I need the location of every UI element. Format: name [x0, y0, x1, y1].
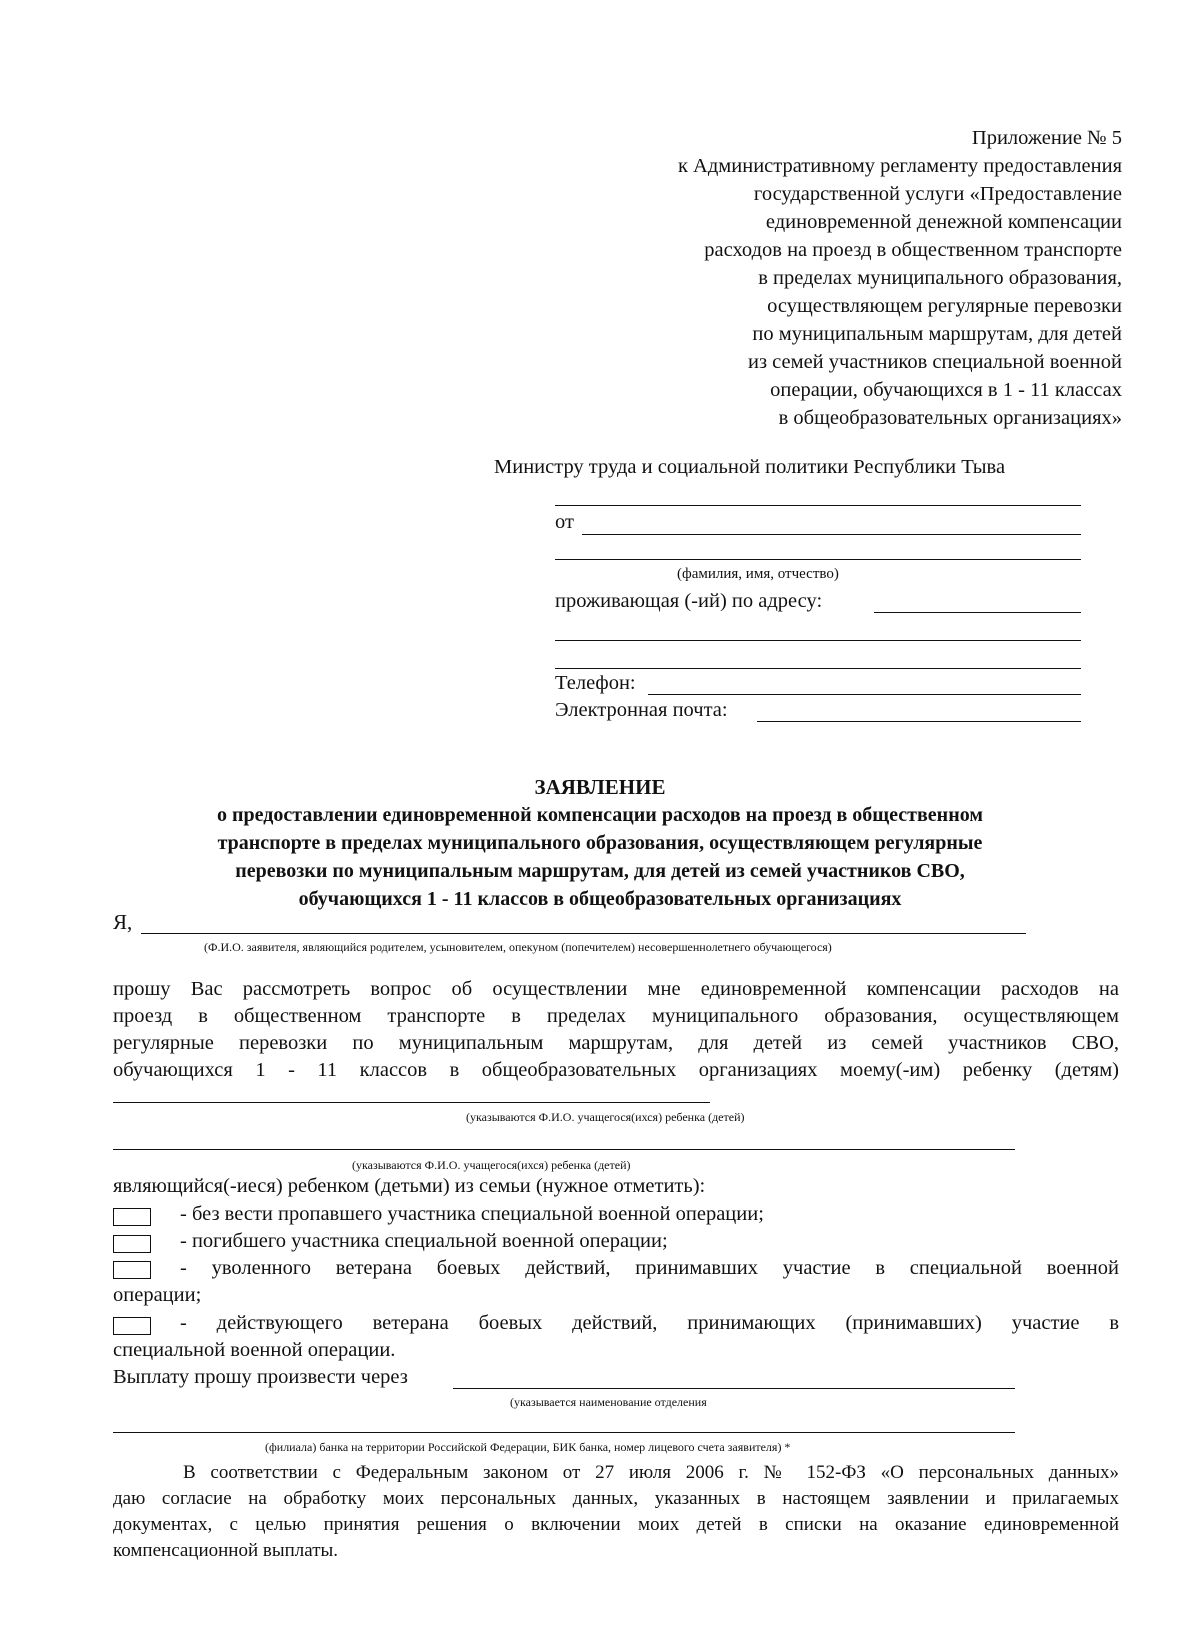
from-field[interactable]: [582, 534, 1081, 535]
child-name-caption: (указываются Ф.И.О. учащегося(ихся) ребенка (детей): [466, 1110, 745, 1124]
address-field[interactable]: [874, 612, 1081, 613]
appendix-line: единовременной денежной компенсации: [765, 211, 1122, 233]
appendix-line: расходов на проезд в общественном транспорте: [704, 239, 1122, 261]
payment-label: Выплату прошу произвести через: [113, 1366, 408, 1388]
fio-field[interactable]: [555, 559, 1081, 560]
title-line: транспорте в пределах муниципального образования, осуществляющем регулярные: [217, 832, 983, 854]
child-name-field[interactable]: [113, 1102, 710, 1103]
phone-field[interactable]: [648, 694, 1081, 695]
appendix-line: осуществляющем регулярные перевозки: [767, 295, 1122, 317]
fio-caption: (фамилия, имя, отчество): [677, 566, 839, 582]
document-title: ЗАЯВЛЕНИЕ: [534, 775, 666, 799]
request-paragraph: [113, 976, 1119, 1084]
addressee: Министру труда и социальной политики Республики Тыва: [494, 456, 1006, 478]
appendix-line: из семей участников специальной военной: [747, 351, 1122, 373]
title-line: о предоставлении единовременной компенсации расходов на проезд в общественном: [217, 804, 983, 826]
option-label-cont: специальной военной операции.: [113, 1339, 396, 1361]
option-label: - действующего ветерана боевых действий, принимающих (принимавших) участие в: [180, 1312, 1119, 1334]
title-line: обучающихся 1 - 11 классов в общеобразовательных организациях: [298, 888, 902, 910]
consent-paragraph: [113, 1460, 1119, 1564]
consent-line: даю согласие на обработку моих персональных данных, указанных в настоящем заявлении и прилагаемых: [113, 1488, 1119, 1509]
payment-field[interactable]: [453, 1388, 1015, 1389]
option-checkbox[interactable]: [113, 1235, 151, 1253]
request-line: проезд в общественном транспорте в пределах муниципального образования, осуществляющем: [113, 1005, 1119, 1027]
address-label: проживающая (-ий) по адресу:: [555, 590, 823, 612]
payment-caption: (указывается наименование отделения: [510, 1395, 707, 1409]
appendix-line: в пределах муниципального образования,: [758, 267, 1122, 289]
i-label: Я,: [113, 910, 133, 934]
child-name-caption-2: (указываются Ф.И.О. учащегося(ихся) ребенка (детей): [352, 1158, 631, 1172]
appendix-line: операции, обучающихся в 1 - 11 классах: [770, 379, 1122, 401]
title-line: перевозки по муниципальным маршрутам, для детей из семей участников СВО,: [235, 860, 965, 882]
appendix-line: по муниципальным маршрутам, для детей: [752, 323, 1122, 345]
address-field-3[interactable]: [555, 668, 1081, 669]
email-label: Электронная почта:: [555, 699, 728, 721]
consent-line: документах, с целью принятия решения о включении моих детей в списки на оказание единовременной: [113, 1514, 1119, 1535]
applicant-name-field[interactable]: [141, 933, 1026, 934]
email-field[interactable]: [757, 721, 1081, 722]
appendix-line: к Административному регламенту предоставления: [677, 155, 1122, 177]
payment-field-2[interactable]: [113, 1432, 1015, 1433]
option-label: - уволенного ветерана боевых действий, принимавших участие в специальной военной: [180, 1257, 1119, 1279]
option-label: - без вести пропавшего участника специальной военной операции;: [180, 1203, 764, 1225]
family-intro: являющийся(-иеся) ребенком (детьми) из семьи (нужное отметить):: [113, 1175, 706, 1197]
option-checkbox[interactable]: [113, 1317, 151, 1335]
option-label-cont: операции;: [113, 1284, 202, 1306]
appendix-line: в общеобразовательных организациях»: [778, 407, 1122, 429]
appendix-header: [678, 124, 1122, 432]
request-line: прошу Вас рассмотреть вопрос об осуществлении мне единовременной компенсации расходов на: [113, 978, 1119, 1000]
from-label: от: [555, 511, 574, 533]
applicant-name-caption: (Ф.И.О. заявителя, являющийся родителем, усыновителем, опекуном (попечителем) несовершеннолетнего обучающегося): [204, 940, 832, 954]
blank-line: [555, 505, 1081, 506]
phone-label: Телефон:: [555, 672, 636, 694]
child-name-field-2[interactable]: [113, 1149, 1015, 1150]
consent-line: компенсационной выплаты.: [113, 1540, 339, 1561]
appendix-line: Приложение № 5: [971, 127, 1122, 149]
request-line: обучающихся 1 - 11 классов в общеобразовательных организациях моему(-им) ребенку (детям): [113, 1059, 1119, 1081]
option-checkbox[interactable]: [113, 1208, 151, 1226]
option-checkbox[interactable]: [113, 1261, 151, 1279]
appendix-line: государственной услуги «Предоставление: [753, 183, 1122, 205]
consent-line: В соответствии с Федеральным законом от 27 июля 2006 г. № 152-ФЗ «О персональных данных»: [183, 1462, 1119, 1483]
option-label: - погибшего участника специальной военной операции;: [180, 1230, 668, 1252]
request-line: регулярные перевозки по муниципальным маршрутам, для детей из семей участников СВО,: [113, 1032, 1119, 1054]
payment-caption-2: (филиала) банка на территории Российской Федерации, БИК банка, номер лицевого счета заявителя) *: [265, 1440, 791, 1454]
address-field-2[interactable]: [555, 640, 1081, 641]
